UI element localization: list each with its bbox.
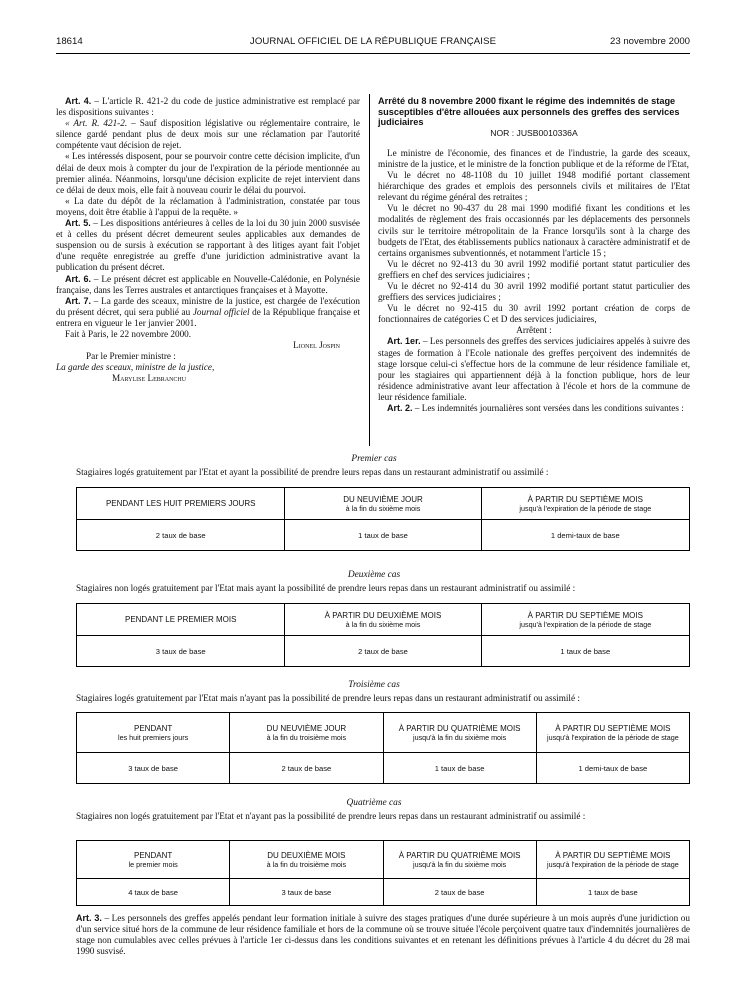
visa-2: Vu le décret no 90-437 du 28 mai 1990 modifié fixant les conditions et les modalités de règlement des frais occasionnés par les déplacements des personnels civils sur le territoire métropolitain de la France lorsqu'ils sont à la charge des budgets de l'Etat, des établissements publics nationaux à caractère administratif et de certains organismes subventionnés, et notamment l'article 15 ; (378, 203, 690, 258)
table-row (77, 753, 690, 784)
case-3-intro: Stagiaires logés gratuitement par l'Etat mais n'ayant pas la possibilité de prendre leurs repas dans un restaurant administratif ou assimilé : (76, 693, 580, 703)
article-3: Art. 3. – Les personnels des greffes appelés pendant leur formation initiale à suivre des stages pratiques d'une durée supérieure à un mois auprès d'une juridiction ou d'un service situé hors de la commune de leur résidence familiale et hors de la commune où se trouve située l'école perçoivent quatre taux d'indemnités journalières de stage non cumulables avec celles prévues à l'article 1er ci-dessus dans les conditions suivantes et en retenant les définitions prévues à l'article 4 du décret du 28 mai 1990 susvisé. (76, 913, 690, 957)
visa-4: Vu le décret no 92-414 du 30 avril 1992 modifié portant statut particulier des greffiers des services judiciaires ; (378, 281, 690, 303)
issue-date: 23 novembre 2000 (609, 36, 690, 47)
preamble: Le ministre de l'économie, des finances et de l'industrie, la garde des sceaux, ministre de la justice, et le ministre de la fonction publique et de la réforme de l'Etat, (378, 147, 690, 169)
case-2-table (76, 603, 690, 667)
visa-1: Vu le décret no 48-1108 du 10 juillet 1948 modifié portant classement hiérarchique des grades et emplois des personnels civils et militaires de l'Etat relevant du régime général des retraites ; (378, 170, 690, 203)
header-rule (56, 53, 690, 54)
table-cell: 1 taux de base (481, 636, 689, 667)
table-header-cell: À PARTIR DU SEPTIÈME MOIS jusqu'à l'expiration de la période de stage (481, 604, 689, 636)
table-cell: 1 demi-taux de base (481, 520, 689, 551)
signatory-pm: Lionel Jospin (293, 340, 340, 351)
nor-reference: NOR : JUSB0010336A (490, 127, 578, 138)
case-3-table (76, 712, 690, 784)
decree-title: Arrêté du 8 novembre 2000 fixant le régime des indemnités de stage susceptibles d'être allouées aux personnels des greffes des services judiciaires (378, 96, 680, 128)
column-divider (369, 94, 370, 446)
table-row (77, 879, 690, 906)
journal-title: JOURNAL OFFICIEL DE LA RÉPUBLIQUE FRANÇAISE (249, 36, 497, 47)
table-cell: 3 taux de base (230, 879, 383, 906)
table-header-cell: DU NEUVIÈME JOUR à la fin du troisième mois (230, 713, 383, 753)
table-header-cell: PENDANT le premier mois (77, 841, 230, 879)
table-cell: 2 taux de base (77, 520, 285, 551)
article-7: Art. 7. – La garde des sceaux, ministre de la justice, est chargée de l'exécution du présent décret, qui sera publié au Journal officiel de la République française et entrera en vigueur le 1er janvier 2001. (56, 295, 360, 328)
table-cell: 1 taux de base (383, 753, 536, 784)
case-3-title: Troisième cas (348, 680, 400, 690)
table-cell: 2 taux de base (285, 636, 481, 667)
case-1-intro: Stagiaires logés gratuitement par l'Etat et ayant la possibilité de prendre leurs repas dans un restaurant administratif ou assimilé : (76, 467, 549, 477)
right-column (378, 96, 690, 414)
table-header-row (77, 713, 690, 753)
table-header-row (77, 604, 690, 636)
article-4: Art. 4. – L'article R. 421-2 du code de justice administrative est remplacé par les dispositions suivantes : (56, 96, 360, 118)
article-4-quote-1: « Art. R. 421-2. – Sauf disposition législative ou réglementaire contraire, le silence gardé pendant plus de deux mois sur une réclamation par l'autorité compétente vaut décision de rejet. (56, 118, 360, 151)
article-1: Art. 1er. – Les personnels des greffes des services judiciaires appelés à suivre des stages de formation à l'Ecole nationale des greffes perçoivent des indemnités de stage lorsque celui-ci s'effectue hors de la commune de leur résidence familiale et, pour les stagiaires qui appartiennent déjà à la fonction publique, hors de leur résidence administrative avant leur affectation à l'école et hors de la commune de leur résidence familiale. (378, 336, 690, 402)
case-4-title: Quatrième cas (346, 798, 402, 808)
article-5: Art. 5. – Les dispositions antérieures à celles de la loi du 30 juin 2000 susvisée et à celles du présent décret demeurent seules applicables aux demandes de suspension ou de sursis à exécution se rapportant à des litiges ayant fait l'objet d'une requête enregistrée au greffe d'une juridiction administrative avant la publication du présent décret. (56, 218, 360, 273)
table-header-row (77, 488, 690, 520)
table-row (77, 520, 690, 551)
article-4-quote-3: « La date du dépôt de la réclamation à l'administration, constatée par tous moyens, doit être établie à l'appui de la requête. » (56, 195, 360, 217)
case-1-title: Premier cas (351, 454, 397, 464)
table-header-cell: À PARTIR DU SEPTIÈME MOIS jusqu'à l'expiration de la période de stage (536, 841, 689, 879)
article-6: Art. 6. – Le présent décret est applicable en Nouvelle-Calédonie, en Polynésie française, dans les Terres australes et antarctiques françaises et à Mayotte. (56, 273, 361, 295)
case-1-table (76, 487, 690, 551)
visa-5: Vu le décret no 92-415 du 30 avril 1992 portant création de corps de fonctionnaires de catégories C et D des services judiciaires, (378, 303, 690, 325)
table-cell: 1 taux de base (536, 879, 689, 906)
table-header-cell: DU DEUXIÈME MOIS à la fin du troisième mois (230, 841, 383, 879)
table-row (77, 636, 690, 667)
article-2: Art. 2. – Les indemnités journalières sont versées dans les conditions suivantes : (387, 403, 684, 414)
article-4-quote-2: « Les intéressés disposent, pour se pourvoir contre cette décision implicite, d'un délai de deux mois à compter du jour de l'expiration de la période mentionnée au premier alinéa. Néanmoins, lorsqu'une décision explicite de rejet intervient dans ce délai de deux mois, elle fait à nouveau courir le délai du pourvoi. (56, 151, 360, 195)
arretent: Arrêtent : (516, 325, 552, 336)
page-number: 18614 (56, 36, 83, 47)
table-cell: 2 taux de base (383, 879, 536, 906)
table-header-cell: À PARTIR DU SEPTIÈME MOIS jusqu'à l'expiration de la période de stage (481, 488, 689, 520)
table-header-cell: À PARTIR DU SEPTIÈME MOIS jusqu'à l'expiration de la période de stage (536, 713, 689, 753)
signatory-justice: Marylise Lebranchu (112, 373, 187, 384)
table-cell: 1 demi-taux de base (536, 753, 689, 784)
page-header (56, 36, 690, 52)
left-column (56, 96, 360, 384)
table-header-cell: DU NEUVIÈME JOUR à la fin du sixième mois (285, 488, 481, 520)
visa-3: Vu le décret no 92-413 du 30 avril 1992 modifié portant statut particulier des greffiers en chef des services judiciaires ; (378, 258, 690, 280)
table-cell: 4 taux de base (77, 879, 230, 906)
table-cell: 3 taux de base (77, 753, 230, 784)
table-header-cell: PENDANT LE PREMIER MOIS (77, 604, 285, 636)
done-at-paris: Fait à Paris, le 22 novembre 2000. (65, 328, 192, 339)
table-cell: 3 taux de base (77, 636, 285, 667)
table-cell: 2 taux de base (230, 753, 383, 784)
case-4-intro: Stagiaires non logés gratuitement par l'Etat et n'ayant pas la possibilité de prendre leurs repas dans un restaurant administratif ou assimilé : (76, 811, 586, 821)
table-header-cell: À PARTIR DU DEUXIÈME MOIS à la fin du sixième mois (285, 604, 481, 636)
table-cell: 1 taux de base (285, 520, 481, 551)
table-header-cell: À PARTIR DU QUATRIÈME MOIS jusqu'à la fin du sixième mois (383, 713, 536, 753)
table-header-row (77, 841, 690, 879)
table-header-cell: PENDANT LES HUIT PREMIERS JOURS (77, 488, 285, 520)
case-4-table (76, 840, 690, 906)
table-header-cell: PENDANT les huit premiers jours (77, 713, 230, 753)
minister-line: La garde des sceaux, ministre de la justice, (56, 362, 215, 373)
table-header-cell: À PARTIR DU QUATRIÈME MOIS jusqu'à la fin du sixième mois (383, 841, 536, 879)
pm-line: Par le Premier ministre : (86, 351, 176, 362)
case-2-title: Deuxième cas (347, 570, 401, 580)
case-2-intro: Stagiaires non logés gratuitement par l'Etat mais ayant la possibilité de prendre leurs repas dans un restaurant administratif ou assimilé : (76, 583, 576, 593)
